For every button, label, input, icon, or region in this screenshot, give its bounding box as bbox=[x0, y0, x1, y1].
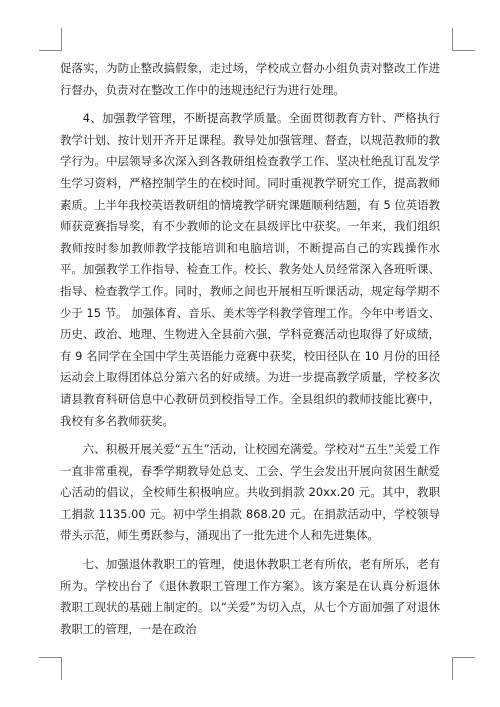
document-body bbox=[60, 58, 440, 647]
paragraph-teaching-management: 4、加强教学管理，不断提高教学质量。全面贯彻教育方针、严格执行教学计划、按计划开齐开足课程。教导处加强管理、督查，以规范教师的教学行为。中层领导多次深入到各教研组检查教学工作、坚决杜绝乱订乱发学生学习资料，严格控制学生的在校时间。同时重视教学研究工作，提高教师素质。上半年我校英语教研组的情境教学研究课题顺利结题，有 5 位英语教师获竞赛指导奖，有不少教师的论文在县级评比中获奖。一年来，我们组织教师按时参加教师教学技能培训和电脑培训，不断提高自己的实践操作水平。加强教学工作指导、检查工作。校长、教务处人员经常深入各班听课、指导、检查教学工作。同时，教师之间也开展相互听课活动，规定每学期不少于 15 节。 加强体育、音乐、美术等学科教学管理工作。今年中考语文、历史、政治、地理、生物进入全县前六强，学科竞赛活动也取得了好成绩，有 9 名同学在全国中学生英语能力竞赛中获奖，校田径队在 10 月份的田径运动会上取得团体总分第六名的好成绩。为进一步提高教学质量，学校多次请县教育科研信息中心教研员到校指导工作。全县组织的教师技能比赛中，我校有多名教师获奖。 bbox=[60, 111, 440, 428]
paragraph-five-students-care: 六、积极开展关爱“五生”活动，让校园充满爱。学校对“五生”关爱工作一直非常重视，春季学期教导处总支、工会、学生会发出开展向贫困生献爱心活动的倡议，全校师生积极响应。共收到捐款 20xx.20 元。其中，教职工捐款 1135.00 元。初中学生捐款 868.20 元。在捐款活动中，学校领导带头示范，师生勇跃参与，涌现出了一批先进个人和先进集体。 bbox=[60, 442, 440, 543]
paragraph-retired-staff: 七、加强退休教职工的管理，使退休教职工老有所依，老有所乐，老有所为。学校出台了《退休教职工管理工作方案》。该方案是在认真分析退休教职工现状的基础上制定的。以“关爱”为切入点，从七个方面加强了对退休教职工的管理，一是在政治 bbox=[60, 557, 440, 636]
crop-mark-top-right bbox=[452, 28, 475, 51]
crop-mark-bottom-right bbox=[452, 657, 475, 680]
paragraph-supervision: 促落实，为防止整改搞假象，走过场，学校成立督办小组负责对整改工作进行督办，负责对在整改工作中的违规违纪行为进行处理。 bbox=[60, 61, 440, 97]
crop-mark-bottom-left bbox=[39, 657, 62, 680]
crop-mark-top-left bbox=[39, 28, 62, 51]
